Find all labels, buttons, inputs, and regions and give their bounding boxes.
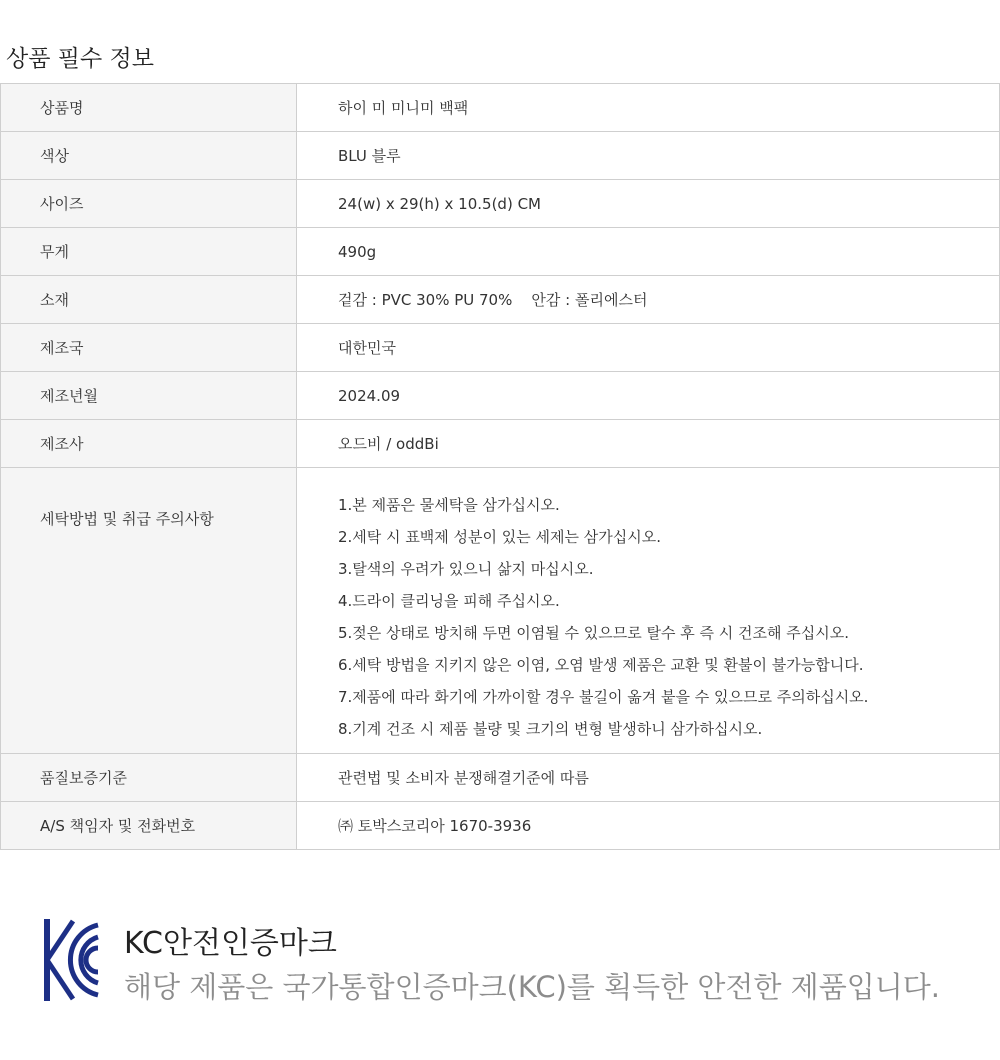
list-item: 4.드라이 클리닝을 피해 주십시오. — [338, 592, 560, 610]
list-item: 8.기계 건조 시 제품 불량 및 크기의 변형 발생하니 삼가하십시오. — [338, 720, 763, 738]
table-row — [1, 132, 1000, 180]
table-row — [1, 802, 1000, 850]
row-value-material: 겉감 : PVC 30% PU 70% 안감 : 폴리에스터 — [297, 276, 1000, 324]
row-label-as-contact: A/S 책임자 및 전화번호 — [1, 802, 297, 850]
row-label-country: 제조국 — [1, 324, 297, 372]
row-label-product-name: 상품명 — [1, 84, 297, 132]
row-label-manufacturer: 제조사 — [1, 420, 297, 468]
row-value-weight: 490g — [297, 228, 1000, 276]
row-label-care: 세탁방법 및 취급 주의사항 — [1, 468, 297, 754]
kc-mark-icon — [43, 917, 100, 1003]
kc-description: 해당 제품은 국가통합인증마크(KC)를 획득한 안전한 제품입니다. — [124, 970, 940, 1004]
row-label-material: 소재 — [1, 276, 297, 324]
row-label-color: 색상 — [1, 132, 297, 180]
list-item: 6.세탁 방법을 지키지 않은 이염, 오염 발생 제품은 교환 및 환불이 불가능합니다. — [338, 656, 864, 674]
table-row — [1, 754, 1000, 802]
table-row — [1, 468, 1000, 754]
row-value-color: BLU 블루 — [297, 132, 1000, 180]
row-value-manufacturer: 오드비 / oddBi — [297, 420, 1000, 468]
row-label-manufacture-date: 제조년월 — [1, 372, 297, 420]
row-value-care — [297, 468, 1000, 754]
list-item: 1.본 제품은 물세탁을 삼가십시오. — [338, 496, 560, 514]
row-label-weight: 무게 — [1, 228, 297, 276]
kc-title: KC안전인증마크 — [124, 926, 337, 961]
table-row — [1, 276, 1000, 324]
kc-certification-block — [43, 915, 983, 1005]
table-row — [1, 228, 1000, 276]
row-label-quality-standard: 품질보증기준 — [1, 754, 297, 802]
page-title: 상품 필수 정보 — [6, 46, 154, 72]
table-row — [1, 372, 1000, 420]
list-item: 2.세탁 시 표백제 성분이 있는 세제는 삼가십시오. — [338, 528, 661, 546]
row-value-as-contact: ㈜ 토박스코리아 1670-3936 — [297, 802, 1000, 850]
table-row — [1, 84, 1000, 132]
row-value-manufacture-date: 2024.09 — [297, 372, 1000, 420]
table-row — [1, 180, 1000, 228]
row-value-size: 24(w) x 29(h) x 10.5(d) CM — [297, 180, 1000, 228]
row-label-size: 사이즈 — [1, 180, 297, 228]
row-value-product-name: 하이 미 미니미 백팩 — [297, 84, 1000, 132]
row-value-country: 대한민국 — [297, 324, 1000, 372]
list-item: 5.젖은 상태로 방치해 두면 이염될 수 있으므로 탈수 후 즉 시 건조해 주십시오. — [338, 624, 849, 642]
table-row — [1, 324, 1000, 372]
row-value-quality-standard: 관련법 및 소비자 분쟁해결기준에 따름 — [297, 754, 1000, 802]
list-item: 3.탈색의 우려가 있으니 삶지 마십시오. — [338, 560, 594, 578]
care-instructions-list — [338, 489, 999, 745]
table-row — [1, 420, 1000, 468]
product-info-table — [0, 83, 1000, 850]
list-item: 7.제품에 따라 화기에 가까이할 경우 불길이 옮겨 붙을 수 있으므로 주의하십시오. — [338, 688, 869, 706]
